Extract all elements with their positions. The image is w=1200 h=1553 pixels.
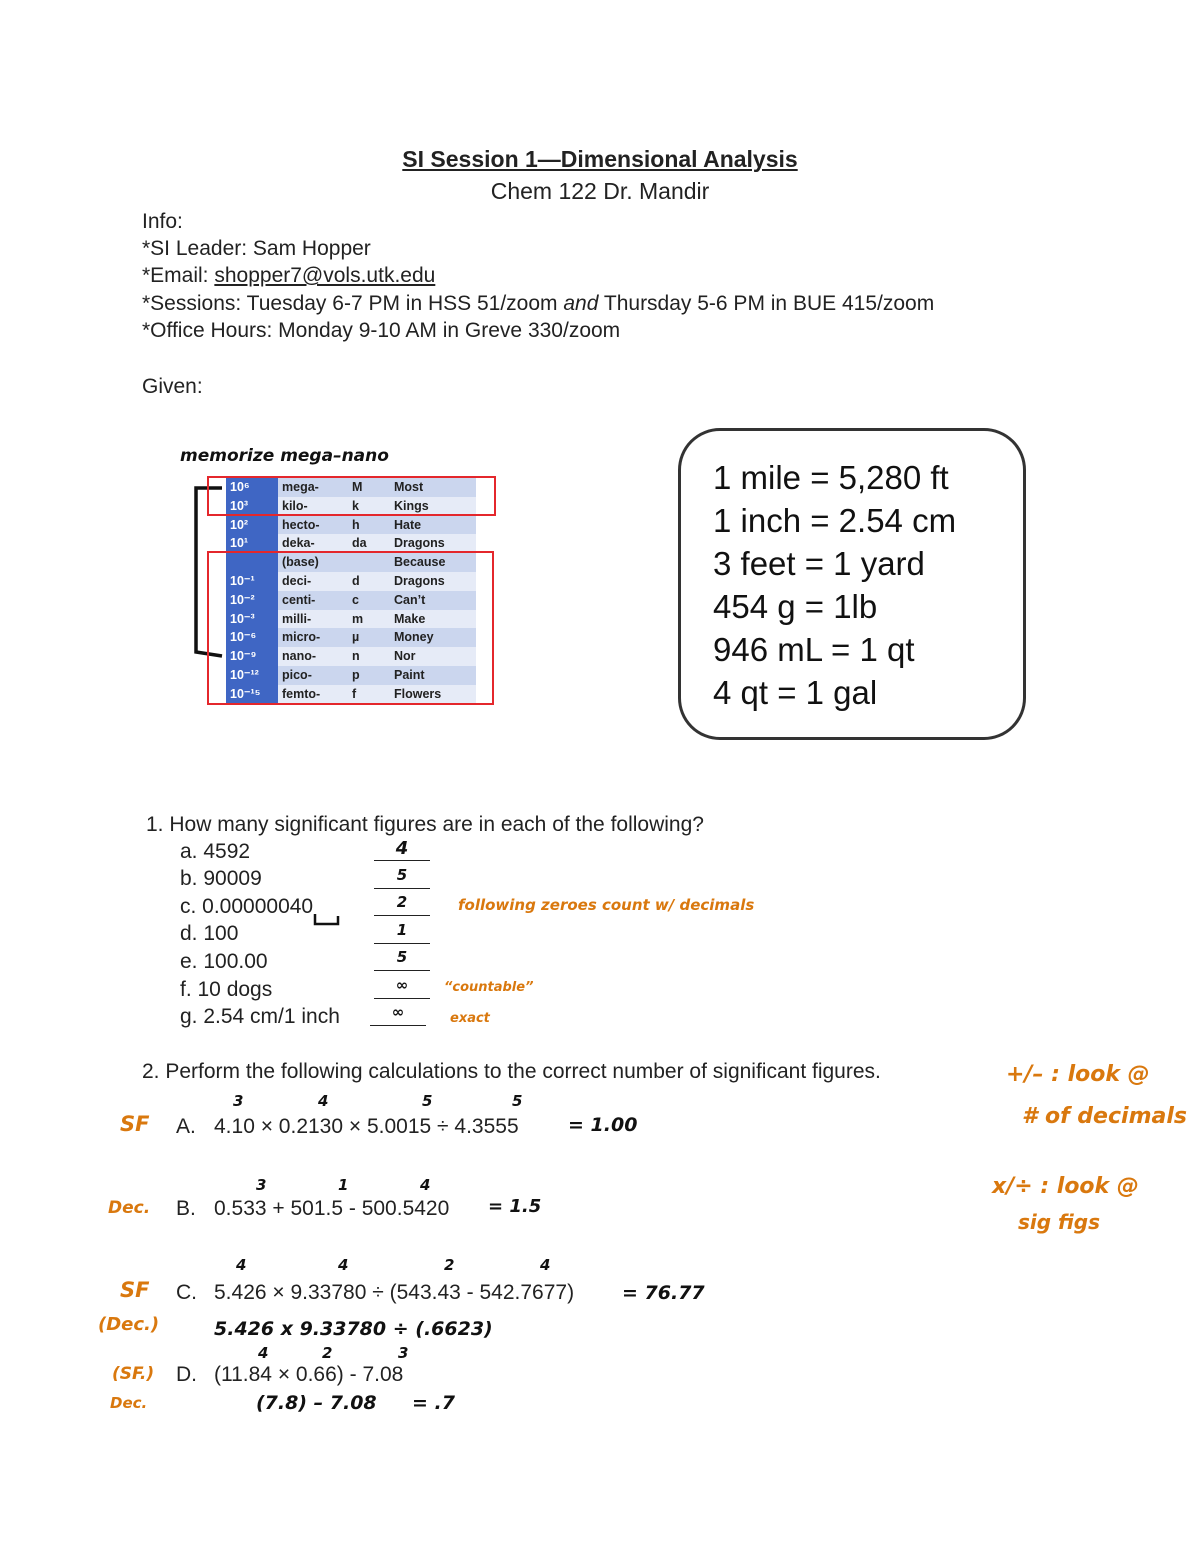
prefix-cell: kilo- [278, 497, 348, 516]
symbol-cell: d [348, 572, 390, 591]
power-cell: 10⁻¹ [226, 572, 278, 591]
mnemonic-cell: Dragons [390, 572, 476, 591]
prefix-cell: hecto- [278, 516, 348, 535]
q2-work: 5.426 x 9.33780 ÷ (.6623) [214, 1318, 493, 1340]
count-mark: 3 [233, 1092, 244, 1110]
office-hours: *Office Hours: Monday 9-10 AM in Greve 330/zoom [142, 319, 621, 342]
prefix-cell: micro- [278, 628, 348, 647]
power-cell: 10¹ [226, 534, 278, 553]
underline-mark [312, 912, 342, 928]
q2-expression: 4.10 × 0.2130 × 5.0015 ÷ 4.3555 [214, 1115, 519, 1138]
q2-answer: = 1.00 [568, 1114, 638, 1136]
note-f: “countable” [444, 980, 534, 995]
q2-answer: = .7 [412, 1392, 455, 1414]
tag: (Dec.) [98, 1314, 160, 1335]
mnemonic-cell: Kings [390, 497, 476, 516]
q1-prompt: 1. How many significant figures are in each of the following? [146, 813, 704, 836]
sessions-line [142, 291, 934, 317]
power-cell: 10³ [226, 497, 278, 516]
q2-expression: 5.426 × 9.33780 ÷ (543.43 - 542.7677) [214, 1281, 575, 1304]
q2-work: (7.8) – 7.08 [256, 1392, 377, 1414]
answer-blank[interactable]: 2 [374, 893, 430, 916]
sessions-and: and [563, 292, 599, 315]
side-note: # of decimals [1022, 1104, 1187, 1129]
mnemonic-cell: Make [390, 610, 476, 629]
email-label: *Email: [142, 264, 215, 287]
conversion-line: 1 mile = 5,280 ft [713, 459, 949, 496]
mnemonic-cell: Can’t [390, 591, 476, 610]
tag: Dec. [108, 1198, 151, 1218]
q2-letter: C. [176, 1281, 197, 1304]
side-note: x/÷ : look @ [992, 1174, 1139, 1199]
symbol-cell: f [348, 685, 390, 704]
answer-blank[interactable]: ∞ [374, 976, 430, 999]
si-leader: *SI Leader: Sam Hopper [142, 237, 371, 260]
q2-answer: = 76.77 [622, 1282, 705, 1304]
sessions-part-b: Thursday 5-6 PM in BUE 415/zoom [598, 292, 935, 315]
prefix-cell: nano- [278, 647, 348, 666]
symbol-cell: M [348, 478, 390, 497]
conversion-line: 3 feet = 1 yard [713, 545, 925, 582]
mnemonic-cell: Paint [390, 666, 476, 685]
conversion-line: 946 mL = 1 qt [713, 631, 915, 668]
power-cell: 10⁻¹² [226, 666, 278, 685]
prefix-cell: deci- [278, 572, 348, 591]
email-line [142, 263, 435, 289]
prefix-cell: mega- [278, 478, 348, 497]
power-cell: 10² [226, 516, 278, 535]
count-mark: 2 [444, 1256, 455, 1274]
count-mark: 5 [512, 1092, 523, 1110]
power-cell: 10⁻⁶ [226, 628, 278, 647]
q1-item: f. 10 dogs [180, 978, 273, 1001]
count-mark: 4 [338, 1256, 349, 1274]
q1-item: b. 90009 [180, 867, 262, 890]
symbol-cell: k [348, 497, 390, 516]
mnemonic-cell: Most [390, 478, 476, 497]
symbol-cell: c [348, 591, 390, 610]
highlight-mega-kilo [207, 476, 496, 516]
prefix-cell: deka- [278, 534, 348, 553]
count-mark: 2 [322, 1344, 333, 1362]
count-mark: 4 [540, 1256, 551, 1274]
conversion-line: 1 inch = 2.54 cm [713, 502, 957, 539]
side-note: sig figs [1018, 1210, 1101, 1234]
power-cell: 10⁻¹⁵ [226, 685, 278, 704]
q1-item: d. 100 [180, 922, 239, 945]
highlight-base-femto [207, 551, 494, 705]
side-note: +/– : look @ [1006, 1062, 1150, 1087]
conversion-line: 4 qt = 1 gal [713, 674, 878, 711]
power-cell: 10⁻⁹ [226, 647, 278, 666]
email-link[interactable]: shopper7@vols.utk.edu [214, 264, 436, 287]
q2-letter: A. [176, 1115, 196, 1138]
note-g: exact [450, 1011, 490, 1026]
tag: (SF.) [112, 1364, 155, 1384]
symbol-cell: p [348, 666, 390, 685]
answer-blank[interactable]: 5 [374, 866, 430, 889]
power-cell: 10⁻² [226, 591, 278, 610]
count-mark: 4 [258, 1344, 269, 1362]
info-heading: Info: [142, 210, 183, 233]
count-mark: 4 [318, 1092, 329, 1110]
power-cell: 10⁶ [226, 478, 278, 497]
count-mark: 4 [420, 1176, 431, 1194]
count-mark: 3 [398, 1344, 409, 1362]
q1-item: a. 4592 [180, 840, 251, 863]
q1-item: c. 0.00000040 [180, 895, 314, 918]
symbol-cell: da [348, 534, 390, 553]
answer-blank[interactable]: ∞ [370, 1003, 426, 1026]
memorize-note: memorize mega–nano [180, 446, 389, 466]
symbol-cell: µ [348, 628, 390, 647]
prefix-cell: centi- [278, 591, 348, 610]
symbol-cell: n [348, 647, 390, 666]
tag: SF [120, 1278, 150, 1302]
answer-blank[interactable]: 5 [374, 948, 430, 971]
page-subtitle: Chem 122 Dr. Mandir [490, 178, 710, 204]
q2-prompt: 2. Perform the following calculations to the correct number of significant figures. [142, 1060, 881, 1083]
q2-letter: D. [176, 1363, 197, 1386]
prefix-cell: milli- [278, 610, 348, 629]
q1-item: g. 2.54 cm/1 inch [180, 1005, 340, 1028]
tag: SF [120, 1112, 150, 1136]
prefix-cell: femto- [278, 685, 348, 704]
given-heading: Given: [142, 375, 203, 398]
prefix-cell: (base) [278, 553, 348, 572]
prefix-cell: pico- [278, 666, 348, 685]
q2-answer: = 1.5 [488, 1196, 542, 1217]
tag: Dec. [110, 1394, 148, 1412]
mnemonic-cell: Flowers [390, 685, 476, 704]
note-c: following zeroes count w/ decimals [458, 896, 755, 914]
conversion-line: 454 g = 1lb [713, 588, 878, 625]
sessions-part-a: *Sessions: Tuesday 6-7 PM in HSS 51/zoom [142, 292, 564, 315]
mnemonic-cell: Nor [390, 647, 476, 666]
count-mark: 1 [338, 1176, 349, 1194]
conversions-box [678, 428, 1026, 740]
q2-expression: 0.533 + 501.5 - 500.5420 [214, 1197, 450, 1220]
power-cell: 10⁻³ [226, 610, 278, 629]
answer-blank[interactable]: 4 [374, 838, 430, 861]
q2-expression: (11.84 × 0.66) - 7.08 [214, 1363, 404, 1386]
mnemonic-cell: Money [390, 628, 476, 647]
mnemonic-cell: Because [390, 553, 476, 572]
count-mark: 4 [236, 1256, 247, 1274]
symbol-cell: h [348, 516, 390, 535]
count-mark: 5 [422, 1092, 433, 1110]
mnemonic-cell: Dragons [390, 534, 476, 553]
answer-blank[interactable]: 1 [374, 921, 430, 944]
mnemonic-cell: Hate [390, 516, 476, 535]
symbol-cell: m [348, 610, 390, 629]
q1-item: e. 100.00 [180, 950, 268, 973]
page-title: SI Session 1—Dimensional Analysis [402, 146, 798, 172]
count-mark: 3 [256, 1176, 267, 1194]
q2-letter: B. [176, 1197, 196, 1220]
prefix-row [226, 516, 476, 535]
